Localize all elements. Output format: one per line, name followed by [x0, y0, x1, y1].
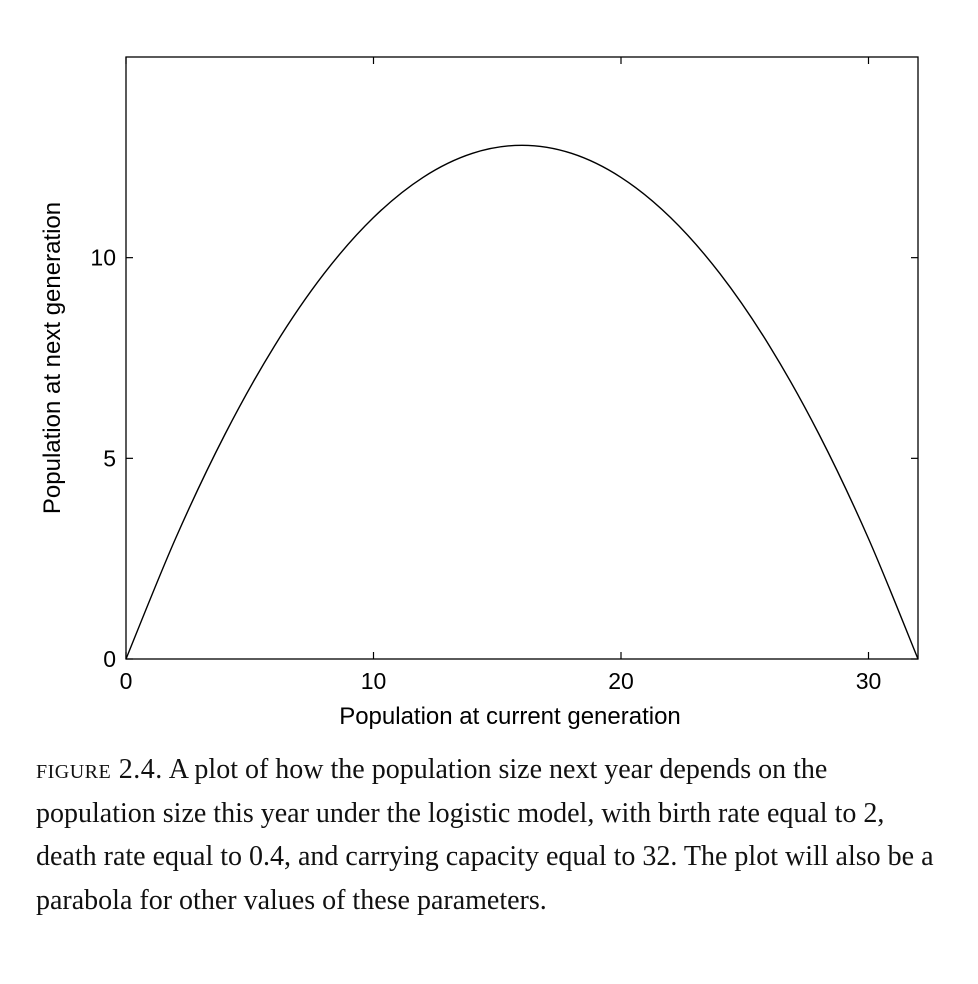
figure-caption: [36, 748, 936, 922]
x-tick-label: 10: [360, 668, 387, 694]
x-tick-label: 0: [119, 668, 133, 694]
tick-marks: [126, 57, 918, 659]
y-axis-title: Population at next generation: [39, 201, 66, 515]
series-line: [126, 145, 918, 659]
y-tick-label: 0: [103, 646, 116, 672]
caption-label: figure 2.4.: [36, 754, 163, 785]
caption-text: A plot of how the population size next year depends on the population size this year under the logistic model, with birth rate equal to 2, death rate equal to 0.4, and carrying capacity equal to 32. The plot will also be a parabola for other values of these parameters.: [36, 754, 934, 916]
plot-frame: [126, 57, 918, 659]
x-axis-title: Population at current generation: [339, 703, 681, 730]
x-tick-label: 20: [608, 668, 634, 694]
y-tick-label: 5: [103, 445, 116, 472]
x-tick-label: 30: [855, 668, 882, 694]
tick-labels: [90, 245, 881, 694]
y-tick-label: 10: [90, 244, 116, 271]
